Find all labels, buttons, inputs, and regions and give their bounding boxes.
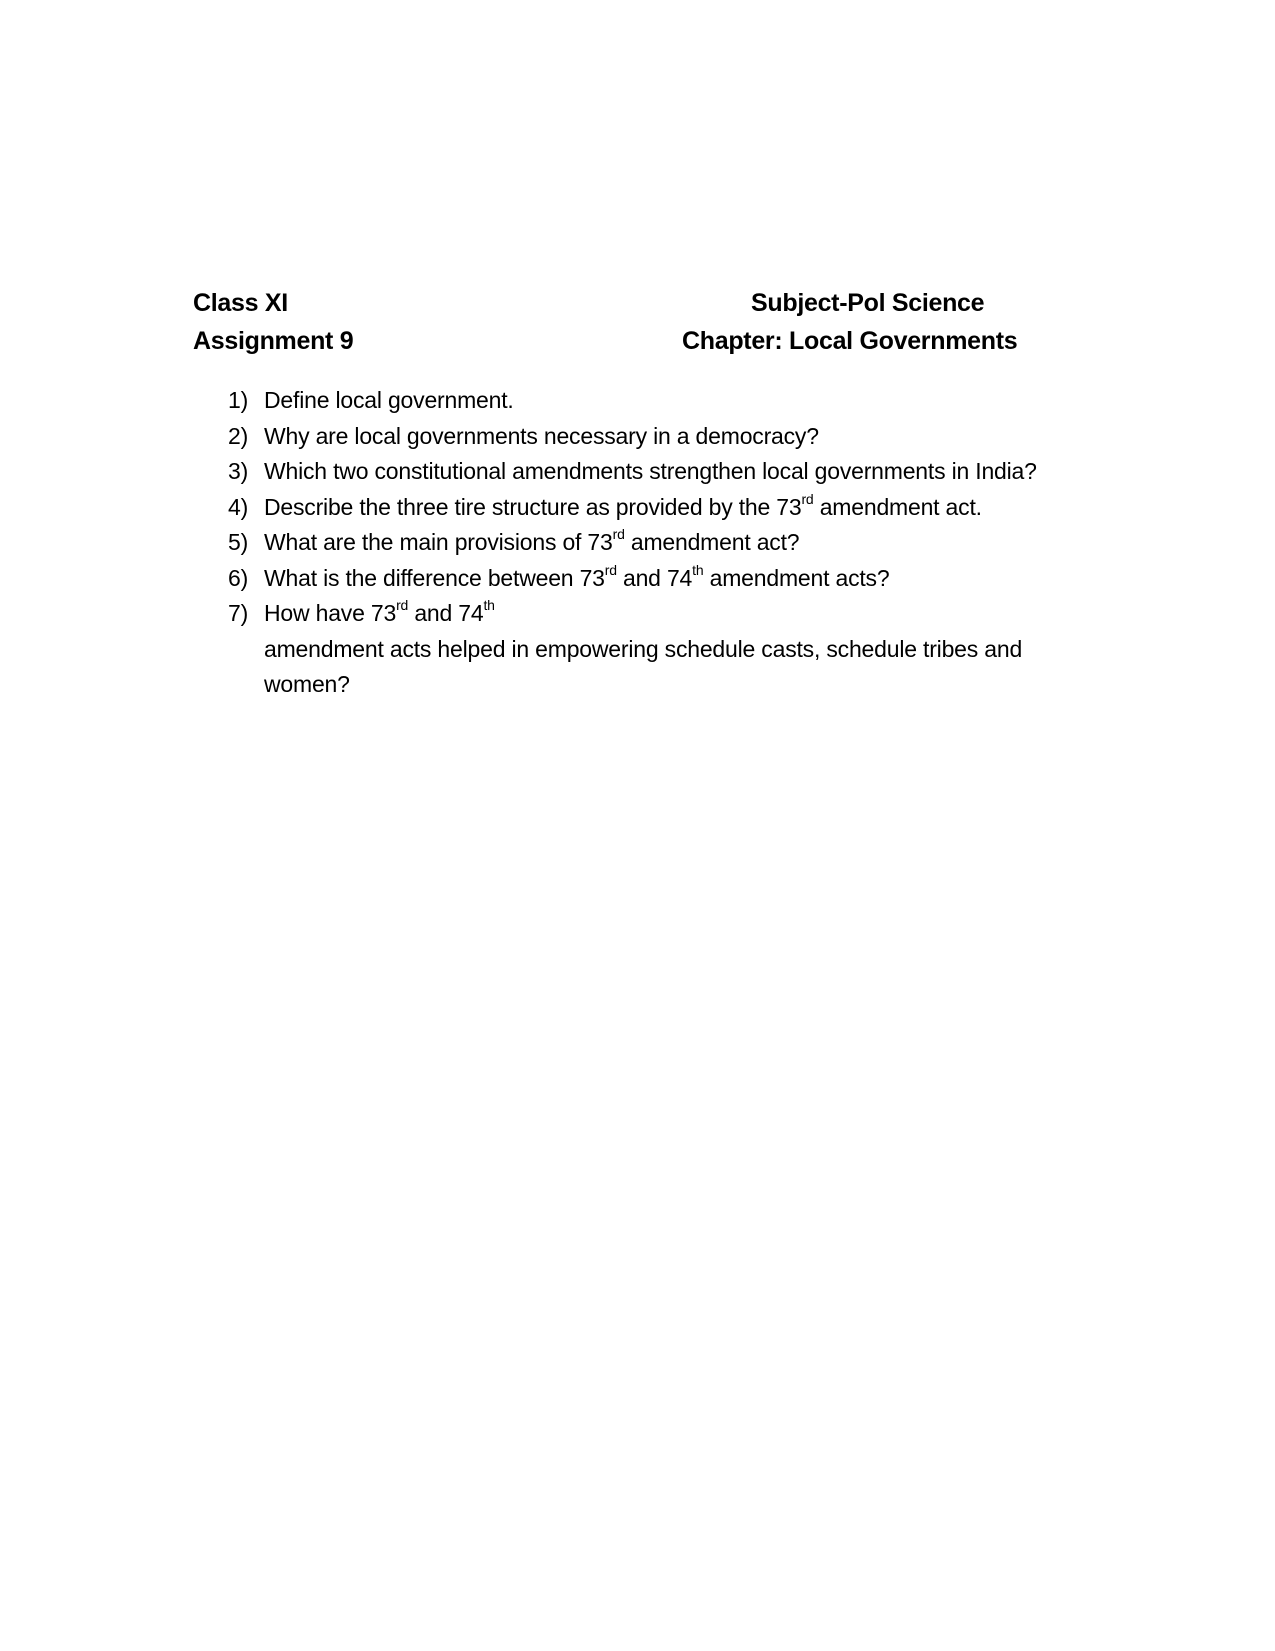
ordinal-suffix: th	[692, 561, 704, 578]
class-label: Class XI	[193, 289, 288, 317]
question-text	[264, 526, 800, 555]
question-text-part: amendment act.	[813, 493, 982, 520]
question-text	[264, 387, 514, 413]
question-text-part: Why are local governments necessary in a democracy?	[264, 422, 819, 449]
question-text-part: and 74	[408, 600, 484, 626]
question-text-part: Which two constitutional amendments strengthen local governments in India?	[264, 458, 1037, 484]
question-number: 5)	[228, 529, 249, 555]
question-text-part: What is the difference between 73	[264, 564, 605, 591]
question-text-part: Define local government.	[264, 387, 514, 413]
subject-label: Subject-Pol Science	[751, 289, 985, 317]
question-number: 1)	[228, 387, 249, 413]
question-text-part: What are the main provisions of 73	[264, 529, 613, 555]
question-text-part: amendment act?	[624, 529, 800, 555]
question-number: 6)	[228, 564, 249, 591]
assignment-label: Assignment 9	[193, 327, 354, 355]
question-number: 3)	[228, 458, 249, 484]
ordinal-suffix: rd	[612, 526, 625, 543]
question-item-4	[228, 490, 1088, 526]
question-text	[264, 561, 890, 591]
ordinal-suffix: rd	[801, 490, 814, 507]
ordinal-suffix: rd	[396, 597, 409, 614]
question-number: 2)	[228, 422, 249, 449]
question-text	[264, 490, 982, 520]
question-text	[264, 458, 1037, 484]
question-item-3	[228, 454, 1088, 490]
question-item-1	[228, 383, 1088, 419]
question-text-part: How have 73	[264, 600, 397, 626]
question-text	[264, 423, 819, 449]
question-text-part: amendment acts?	[703, 564, 890, 591]
question-item-7	[228, 596, 1088, 703]
ordinal-suffix: th	[483, 597, 495, 614]
question-text-part: amendment acts helped in empowering schedule casts, schedule tribes and women?	[264, 635, 1023, 697]
question-item-5	[228, 525, 1088, 561]
ordinal-suffix: rd	[604, 561, 617, 578]
question-text-part: and 74	[616, 564, 693, 591]
question-item-2	[228, 419, 1088, 455]
question-text-part: Describe the three tire structure as provided by the 73	[264, 493, 802, 520]
question-item-6	[228, 561, 1088, 597]
question-text	[264, 597, 1023, 697]
question-list	[228, 383, 1088, 703]
question-number: 7)	[228, 600, 249, 626]
chapter-label: Chapter: Local Governments	[682, 327, 1018, 355]
question-number: 4)	[228, 493, 249, 520]
